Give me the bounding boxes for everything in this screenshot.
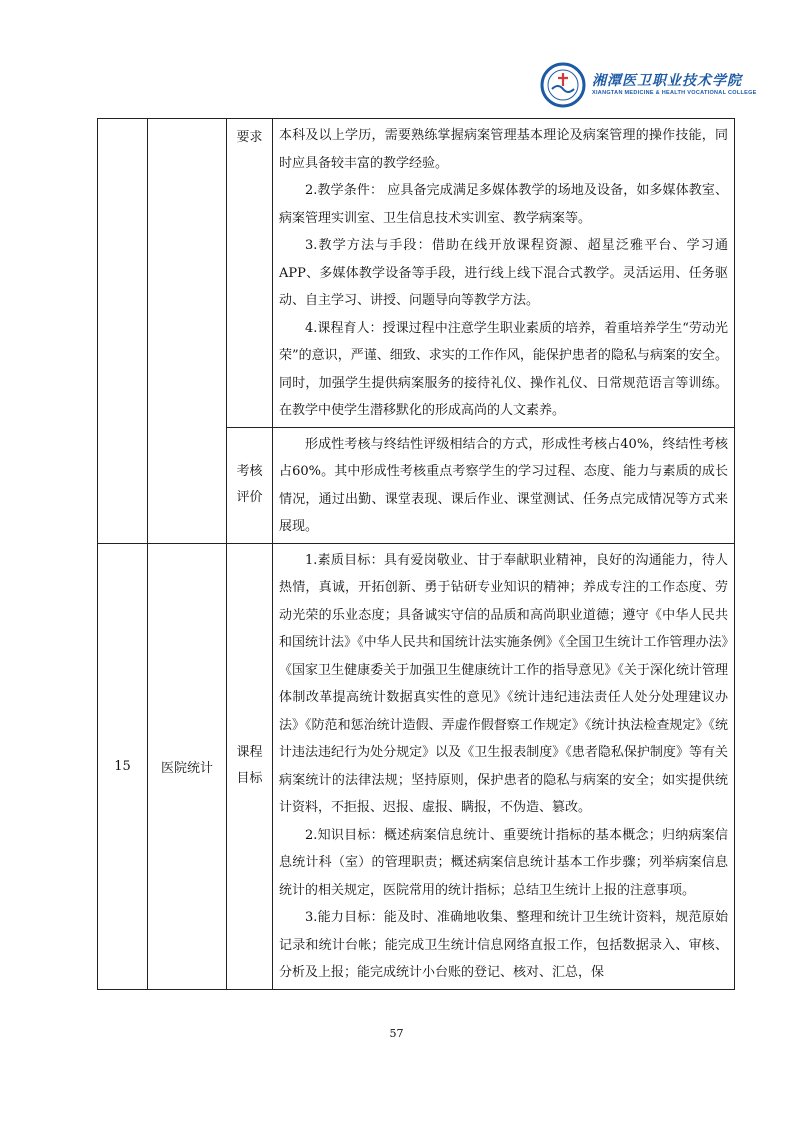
paragraph: 2.知识目标：概述病案信息统计、重要统计指标的基本概念；归纳病案信息统计科（室）的管理职责；概述病案信息统计基本工作步骤；列举病案信息统计的相关规定，医院常用的统计指标；总结卫生统计上报的注意事项。 bbox=[279, 827, 728, 898]
college-emblem-icon bbox=[540, 62, 586, 108]
paragraph: 形成性考核与终结性评级相结合的方式，形成性考核占40%，终结性考核占60%。其中形成性考核重点考察学生的学习过程、态度、能力与素质的成长情况，通过出勤、课堂表现、课后作业、课堂测试、任务点完成情况等方式来展现。 bbox=[279, 436, 728, 534]
table-row bbox=[98, 543, 735, 989]
number-cell-empty bbox=[98, 119, 148, 544]
paragraph: 2.教学条件： 应具备完成满足多媒体教学的场地及设备，如多媒体教室、病案管理实训室、卫生信息技术实训室、教学病案等。 bbox=[279, 183, 728, 226]
content-cell bbox=[273, 119, 735, 428]
college-name-cn: 湘潭医卫职业技术学院 bbox=[592, 73, 742, 89]
paragraph: 1.素质目标：具有爱岗敬业、甘于奉献职业精神，良好的沟通能力，待人热情，真诚，开拓创新、勇于钻研专业知识的精神；养成专注的工作态度、劳动光荣的乐业态度；具备诚实守信的品质和高尚职业道德；遵守《中华人民共和国统计法》《中华人民共和国统计法实施条例》《全国卫生统计工作管理办法》《国家卫生健康委关于加强卫生健康统计工作的指导意见》《关于深化统计管理体制改革提高统计数据真实性的意见》《统计违纪违法责任人处分处理建议办法》《防范和惩治统计造假、弄虚作假督察工作规定》《统计执法检查规定》《统计违法违纪行为处分规定》以及《卫生报表制度》《患者隐私保护制度》等有关病案统计的法律法规；坚持原则，保护患者的隐私与病案的安全；如实提供统计资料，不拒报、迟报、虚报、瞒报，不伪造、篡改。 bbox=[279, 552, 728, 815]
row-label-objectives bbox=[227, 543, 273, 989]
paragraph: 3.教学方法与手段：借助在线开放课程资源、超星泛雅平台、学习通APP、多媒体教学设备等手段，进行线上线下混合式教学。灵活运用、任务驱动、自主学习、讲授、问题导向等教学方法。 bbox=[279, 238, 728, 308]
course-number: 15 bbox=[98, 543, 148, 989]
label-requirements: 要求 bbox=[236, 130, 263, 145]
label-line: 考核 bbox=[236, 464, 263, 479]
table-row bbox=[98, 119, 735, 428]
label-line: 课程 bbox=[236, 745, 263, 760]
content-cell bbox=[273, 427, 735, 543]
course-table bbox=[97, 118, 735, 990]
row-label-assessment bbox=[227, 427, 273, 543]
course-name: 医院统计 bbox=[148, 543, 227, 989]
page-header bbox=[0, 0, 793, 118]
content-cell bbox=[273, 543, 735, 989]
page-number: 57 bbox=[389, 1027, 404, 1040]
college-name-en: XIANGTAN MEDICINE & HEALTH VOCATIONAL COLLEGE bbox=[592, 90, 757, 96]
label-line: 目标 bbox=[236, 771, 263, 786]
paragraph: 4.课程育人：授课过程中注意学生职业素质的培养，着重培养学生“劳动光荣”的意识，严谨、细致、求实的工作作风，能保护患者的隐私与病案的安全。同时，加强学生提供病案服务的接待礼仪、操作礼仪、日常规范语言等训练。在教学中使学生潜移默化的形成高尚的人文素养。 bbox=[279, 320, 728, 418]
paragraph: 3.能力目标：能及时、准确地收集、整理和统计卫生统计资料，规范原始记录和统计台帐；能完成卫生统计信息网络直报工作，包括数据录入、审核、分析及上报；能完成统计小台账的登记、核对、汇总，保 bbox=[279, 910, 728, 980]
course-cell-empty bbox=[148, 119, 227, 544]
label-line: 评价 bbox=[236, 490, 263, 505]
row-label-requirements bbox=[227, 119, 273, 428]
college-logo bbox=[540, 62, 757, 110]
paragraph: 本科及以上学历，需要熟练掌握病案管理基本理论及病案管理的操作技能，同时应具备较丰富的教学经验。 bbox=[279, 128, 728, 171]
